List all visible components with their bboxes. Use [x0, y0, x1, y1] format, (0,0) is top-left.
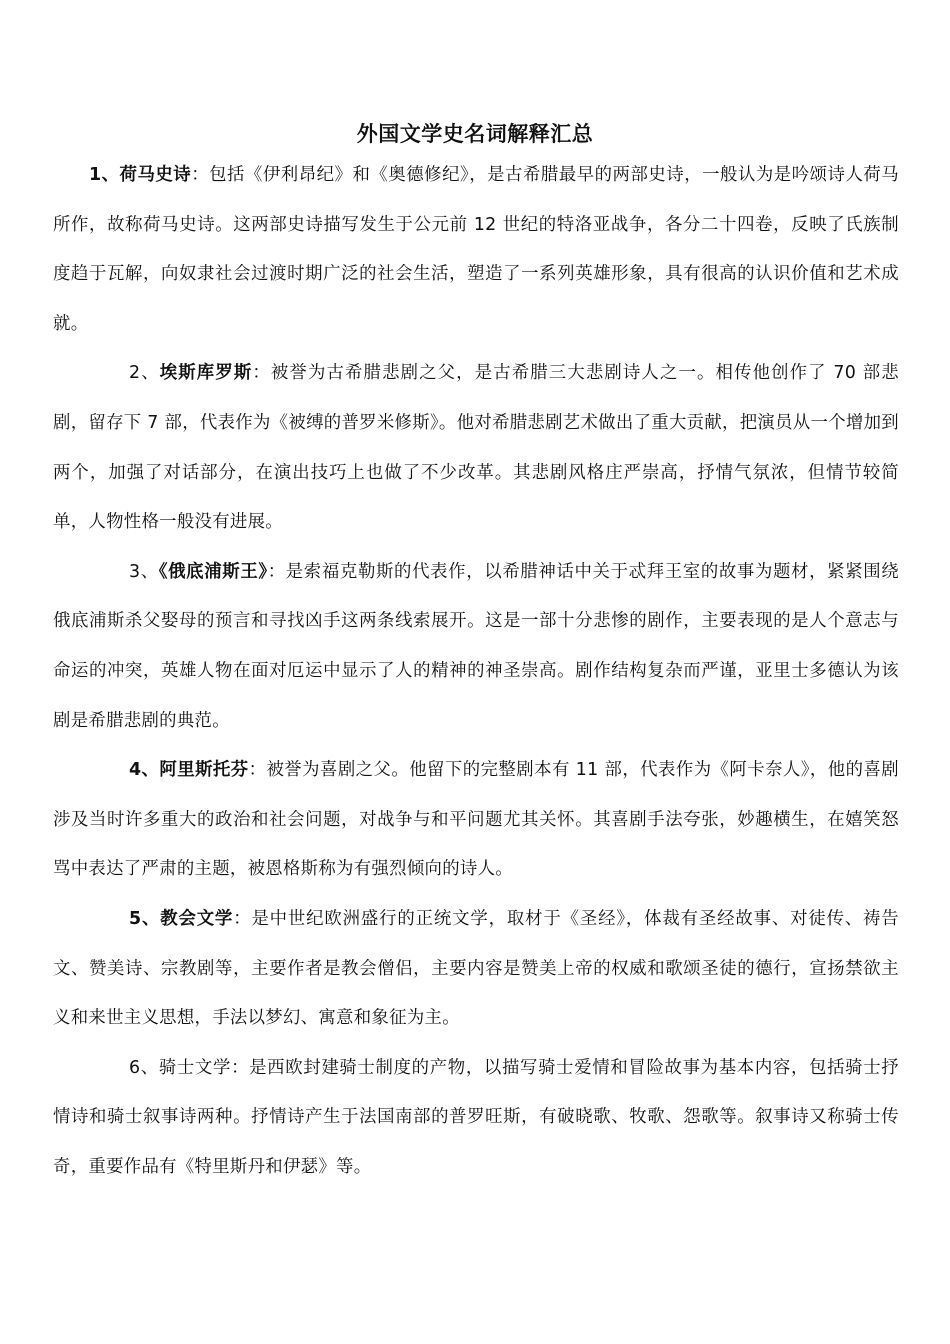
entry-definition: 包括《伊利昂纪》和《奥德修纪》，是古希腊最早的两部史诗，一般认为是吟颂诗人荷马所作，故称荷马史诗。这两部史诗描写发生于公元前 12 世纪的特洛亚战争，各分二十四卷，反映了氏族制度趋于瓦解，向奴隶社会过渡时期广泛的社会生活，塑造了一系列英雄形象，具有很高的认识价值和艺术成就。 — [53, 165, 899, 334]
entry-separator: ： — [267, 561, 286, 582]
glossary-entry-aeschylus — [53, 349, 899, 547]
entry-number: 4、 — [129, 760, 160, 781]
entry-term: 教会文学 — [160, 908, 234, 929]
entry-separator: ： — [231, 1057, 250, 1078]
entry-definition: 被誉为古希腊悲剧之父，是古希腊三大悲剧诗人之一。相传他创作了 70 部悲剧，留存下 7 部，代表作为《被缚的普罗米修斯》。他对希腊悲剧艺术做出了重大贡献，把演员从一个增加到两个，加强了对话部分，在演出技巧上也做了不少改革。其悲剧风格庄严崇高，抒情气氛浓，但情节较简单，人物性格一般没有进展。 — [53, 363, 899, 533]
entry-number: 5、 — [129, 908, 161, 929]
glossary-entry-homeric-epics — [53, 151, 899, 349]
entry-term: 荷马史诗 — [119, 165, 192, 185]
glossary-entry-oedipus-rex — [53, 548, 899, 746]
entry-definition: 是索福克勒斯的代表作，以希腊神话中关于忒拜王室的故事为题材，紧紧围绕俄底浦斯杀父娶母的预言和寻找凶手这两条线索展开。这是一部十分悲惨的剧作，主要表现的是人个意志与命运的冲突，英雄人物在面对厄运中显示了人的精神的神圣崇高。剧作结构复杂而严谨，亚里士多德认为该剧是希腊悲剧的典范。 — [53, 561, 899, 731]
entry-separator: ： — [233, 908, 252, 929]
entry-definition: 是西欧封建骑士制度的产物，以描写骑士爱情和冒险故事为基本内容，包括骑士抒情诗和骑士叙事诗两种。抒情诗产生于法国南部的普罗旺斯，有破晓歌、牧歌、怨歌等。叙事诗又称骑士传奇，重要作品有《特里斯丹和伊瑟》等。 — [53, 1057, 899, 1177]
entry-number: 2、 — [129, 363, 160, 384]
entry-term: 埃斯库罗斯 — [159, 363, 253, 384]
entry-term: 《俄底浦斯王》 — [158, 561, 268, 582]
entry-separator: ： — [252, 363, 271, 384]
glossary-entry-aristophanes — [53, 746, 899, 895]
entry-definition: 是中世纪欧洲盛行的正统文学，取材于《圣经》，体裁有圣经故事、对徒传、祷告文、赞美诗、宗教剧等，主要作者是教会僧侣，主要内容是赞美上帝的权威和歌颂圣徒的德行，宣扬禁欲主义和来世主义思想，手法以梦幻、寓意和象征为主。 — [53, 908, 899, 1029]
glossary-entry-church-literature — [53, 895, 899, 1044]
entry-number: 3、 — [129, 561, 159, 582]
entry-separator: ： — [248, 760, 267, 781]
entry-term: 阿里斯托芬 — [159, 760, 249, 781]
page-title: 外国文学史名词解释汇总 — [356, 122, 594, 146]
glossary-entry-chivalric-literature — [53, 1044, 899, 1193]
glossary-entries — [53, 151, 899, 1192]
entry-term: 骑士文学 — [158, 1057, 232, 1078]
entry-number: 1、 — [89, 165, 120, 185]
entry-number: 6、 — [129, 1057, 159, 1078]
entry-definition: 被誉为喜剧之父。他留下的完整剧本有 11 部，代表作为《阿卡奈人》，他的喜剧涉及当时许多重大的政治和社会问题，对战争与和平问题尤其关怀。其喜剧手法夸张，妙趣横生，在嬉笑怒骂中表达了严肃的主题，被恩格斯称为有强烈倾向的诗人。 — [53, 760, 899, 880]
entry-separator: ： — [191, 165, 210, 185]
